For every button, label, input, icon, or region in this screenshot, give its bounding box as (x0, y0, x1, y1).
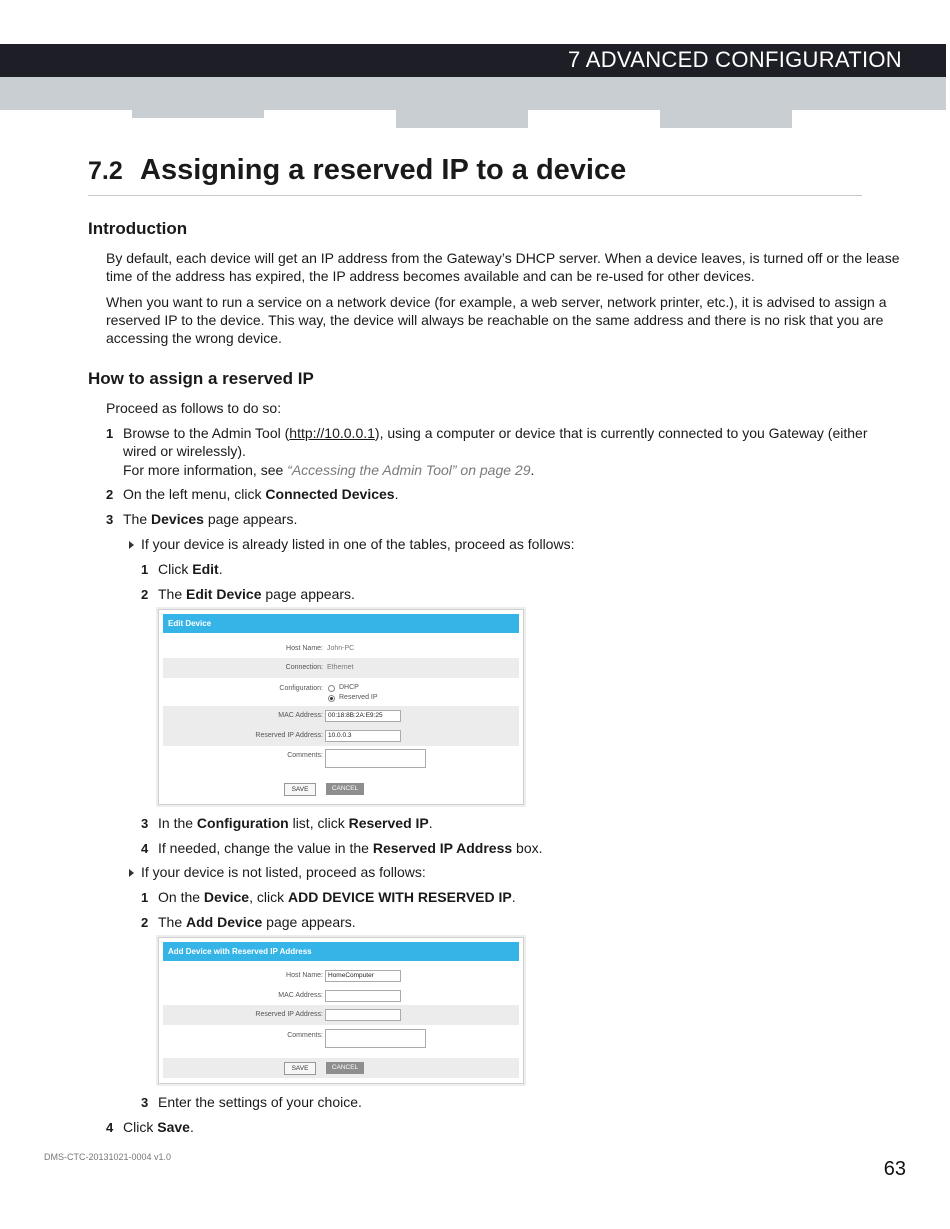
step-number: 1 (106, 426, 114, 441)
form-row-reserved-ip (163, 1005, 519, 1025)
step-text: page appears. (261, 586, 355, 602)
form-row-reserved-ip (163, 726, 519, 746)
comments-textarea[interactable] (325, 1029, 426, 1048)
step-emphasis: Edit (192, 561, 219, 577)
step-text: The (123, 511, 152, 527)
comments-textarea[interactable] (325, 749, 426, 768)
step-1-line: wired or wirelessly). (123, 443, 246, 459)
step-text: . (189, 1119, 194, 1135)
intro-paragraph-line: When you want to run a service on a network device (for example, a web server, network printer, etc.), it is advised to assign a (106, 294, 887, 310)
step-emphasis: Devices (151, 511, 204, 527)
bullet-triangle-icon (129, 541, 134, 549)
substep-number: 2 (141, 587, 149, 602)
intro-paragraph-line: time of the address has expired, the IP address becomes available and can be re-used for other devices. (106, 268, 755, 284)
header-tab-decoration (660, 110, 792, 128)
substep-number: 1 (141, 890, 149, 905)
section-divider (88, 195, 862, 196)
substep-number: 3 (141, 816, 149, 831)
section-title (88, 154, 862, 187)
mac-address-input[interactable] (325, 990, 401, 1002)
document-id: DMS-CTC-20131021-0004 v1.0 (44, 1152, 172, 1162)
step-text: , click (249, 889, 288, 905)
add-device-form-image (158, 937, 524, 1084)
step-1-reference (123, 461, 534, 480)
substep (158, 839, 543, 858)
substep: Enter the settings of your choice. (158, 1094, 362, 1110)
bullet-triangle-icon (129, 869, 134, 877)
step-text: Click (123, 1119, 158, 1135)
step-text: On the left menu, click (123, 486, 266, 502)
header-gray-band (0, 77, 946, 110)
substep (158, 585, 355, 604)
step-emphasis: Edit Device (186, 586, 262, 602)
form-label: MAC Address: (278, 712, 323, 719)
admin-tool-link[interactable]: http://10.0.0.1 (289, 425, 375, 441)
bullet-listed-device: If your device is already listed in one of the tables, proceed as follows: (141, 536, 575, 552)
step-text: Click (158, 561, 193, 577)
step-text: . (511, 889, 516, 905)
bullet-unlisted-device: If your device is not listed, proceed as follows: (141, 864, 426, 880)
step-number: 2 (106, 487, 114, 502)
step-text: Browse to the Admin Tool ( (123, 425, 290, 441)
cancel-button[interactable]: CANCEL (326, 1062, 364, 1074)
form-label: Host Name: (286, 645, 323, 652)
chapter-title: 7 ADVANCED CONFIGURATION (568, 47, 902, 72)
substep (158, 913, 356, 932)
cross-reference-link[interactable]: “Accessing the Admin Tool” on page 29 (287, 462, 531, 478)
edit-device-form-image (158, 609, 524, 805)
form-label: Reserved IP Address: (255, 732, 323, 739)
step-text: . (530, 462, 535, 478)
form-row-comments (163, 1026, 519, 1052)
mac-address-input[interactable]: 00:18:8B:2A:E9:25 (325, 710, 401, 722)
step-1-line (123, 424, 867, 443)
substep (158, 888, 516, 907)
substep-number: 2 (141, 915, 149, 930)
page-number: 63 (883, 1158, 906, 1180)
radio-reserved-ip[interactable] (328, 695, 335, 702)
reserved-ip-input[interactable] (325, 1009, 401, 1021)
step-text: If needed, change the value in the (158, 840, 373, 856)
step-text: . (394, 486, 399, 502)
step-text: . (218, 561, 223, 577)
step-text: For more information, see (123, 462, 288, 478)
form-row-mac (163, 706, 519, 726)
header-tab-decoration (132, 110, 264, 118)
step-3 (123, 510, 297, 529)
header-tab-decoration (396, 110, 528, 128)
step-text: . (428, 815, 433, 831)
form-value: Ethernet (327, 664, 354, 671)
howto-lead: Proceed as follows to do so: (106, 400, 282, 416)
step-number: 3 (106, 512, 114, 527)
cancel-button[interactable]: CANCEL (326, 783, 364, 795)
form-title-bar: Add Device with Reserved IP Address (163, 942, 519, 961)
form-row-comments (163, 746, 519, 772)
form-row-host (163, 966, 519, 986)
radio-dhcp[interactable] (328, 685, 335, 692)
form-label: Connection: (285, 664, 323, 671)
form-button-row (163, 1058, 519, 1078)
step-text: In the (158, 815, 197, 831)
form-label: Comments: (287, 752, 323, 759)
intro-paragraph-line: reserved IP to the device. This way, the device will always be reachable on the same address and there is no risk that you are (106, 312, 884, 328)
howto-heading: How to assign a reserved IP (88, 369, 314, 388)
intro-paragraph-line: accessing the wrong device. (106, 330, 282, 346)
step-emphasis: Reserved IP (348, 815, 429, 831)
step-4 (123, 1118, 194, 1137)
intro-heading: Introduction (88, 219, 188, 238)
section-number: 7.2 (88, 157, 123, 185)
intro-paragraph-line: By default, each device will get an IP address from the Gateway’s DHCP server. When a device leaves, is turned off or the lease (106, 250, 900, 266)
step-emphasis: Connected Devices (265, 486, 395, 502)
form-value: John-PC (327, 645, 355, 652)
step-text: page appears. (262, 914, 356, 930)
step-text: list, click (288, 815, 349, 831)
reserved-ip-input[interactable]: 10.0.0.3 (325, 730, 401, 742)
step-number: 4 (106, 1120, 114, 1135)
step-text: page appears. (203, 511, 298, 527)
step-emphasis: Save (157, 1119, 190, 1135)
radio-label: DHCP (339, 684, 359, 691)
step-emphasis: Configuration (196, 815, 289, 831)
substep-number: 4 (141, 841, 149, 856)
form-row-configuration (163, 679, 519, 706)
substep (158, 814, 433, 833)
form-row-mac (163, 986, 519, 1006)
save-button[interactable]: SAVE (284, 1062, 316, 1075)
substep (158, 560, 223, 579)
substep-number: 3 (141, 1095, 149, 1110)
step-text: The (158, 586, 187, 602)
step-emphasis: ADD DEVICE WITH RESERVED IP (287, 889, 512, 905)
step-2 (123, 485, 398, 504)
step-emphasis: Add Device (186, 914, 263, 930)
form-label: Reserved IP Address: (255, 1011, 323, 1018)
step-emphasis: Reserved IP Address (372, 840, 513, 856)
chapter-header-bar (0, 44, 946, 77)
radio-label: Reserved IP (339, 694, 378, 701)
step-text: The (158, 914, 187, 930)
form-row-connection (163, 658, 519, 678)
form-label: Configuration: (279, 685, 323, 692)
form-title-bar: Edit Device (163, 614, 519, 633)
step-text: ), using a computer or device that is currently connected to you Gateway (either (374, 425, 868, 441)
save-button[interactable]: SAVE (284, 783, 316, 796)
step-text: On the (158, 889, 204, 905)
substep-number: 1 (141, 562, 149, 577)
form-label: Comments: (287, 1032, 323, 1039)
host-name-input[interactable]: HomeComputer (325, 970, 401, 982)
section-title-text: Assigning a reserved IP to a device (140, 154, 627, 186)
step-emphasis: Device (203, 889, 250, 905)
form-label: Host Name: (286, 972, 323, 979)
form-label: MAC Address: (278, 992, 323, 999)
form-row-host (163, 639, 519, 659)
step-text: box. (512, 840, 543, 856)
